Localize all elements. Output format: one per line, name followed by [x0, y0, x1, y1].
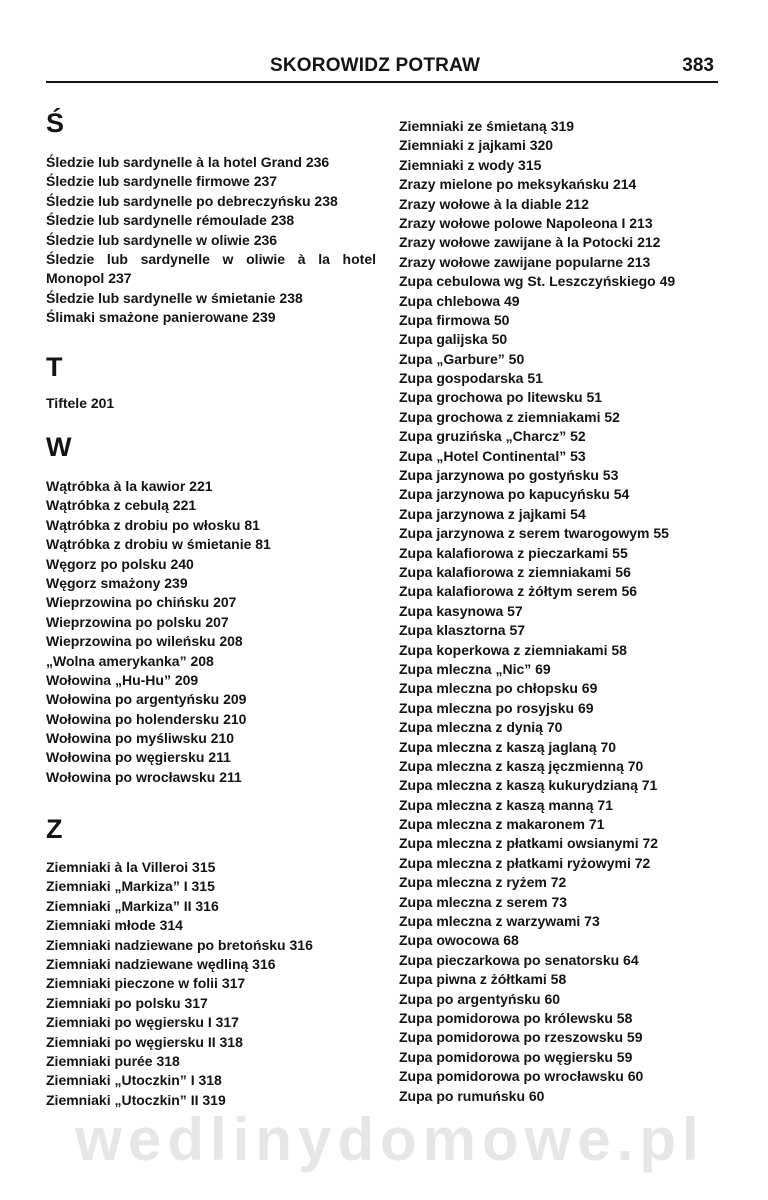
- index-entry: Śledzie lub sardynelle w śmietanie 238: [46, 289, 303, 306]
- index-entry: Zupa chlebowa 49: [399, 292, 520, 309]
- index-entry: Zupa kalafiorowa z ziemniakami 56: [399, 563, 631, 580]
- index-entry: Zupa „Garbure” 50: [399, 350, 525, 367]
- index-entry: Zupa gospodarska 51: [399, 370, 543, 387]
- index-entry: Zupa mleczna z kaszą kukurydzianą 71: [399, 777, 658, 794]
- index-entry: Zupa jarzynowa po gostyńsku 53: [399, 467, 619, 484]
- index-entry: Zupa grochowa z ziemniakami 52: [399, 408, 620, 425]
- index-entry: Zupa klasztorna 57: [399, 622, 526, 639]
- index-entry: Zupa pomidorowa po wrocławsku 60: [399, 1068, 644, 1085]
- index-entry: Śledzie lub sardynelle à la hotel Grand 236: [46, 154, 330, 170]
- index-entry: Zupa pomidorowa po węgiersku 59: [399, 1048, 633, 1065]
- section-list-z-continued: [399, 117, 675, 1106]
- index-entry: Ziemniaki „Markiza” II 316: [46, 897, 219, 914]
- index-entry: Zupa piwna z żółtkami 58: [399, 971, 567, 988]
- index-entry: Ziemniaki po węgiersku II 318: [46, 1033, 243, 1050]
- index-entry: Węgorz smażony 239: [46, 574, 188, 591]
- index-entry: Ziemniaki ze śmietaną 319: [399, 118, 575, 134]
- section-list-t: [46, 394, 114, 413]
- index-entry: Ziemniaki pieczone w folii 317: [46, 975, 246, 992]
- watermark: wedlinydomowe.pl: [75, 1106, 705, 1173]
- index-entry: Zupa jarzynowa z jajkami 54: [399, 505, 586, 522]
- index-entry: Zupa mleczna z płatkami ryżowymi 72: [399, 854, 651, 871]
- page-number: 383: [682, 55, 714, 76]
- section-list-z: [46, 858, 313, 1110]
- index-entry: Zupa „Hotel Continental” 53: [399, 447, 586, 464]
- index-entry: Ziemniaki z jajkami 320: [399, 137, 554, 154]
- index-entry: Wołowina po myśliwsku 210: [46, 730, 235, 747]
- index-entry: Zupa mleczna z dynią 70: [399, 719, 563, 736]
- index-entry: Wątróbka à la kawior 221: [46, 478, 213, 494]
- index-entry: Zrazy wołowe polowe Napoleona I 213: [399, 214, 653, 231]
- index-entry: Wołowina po holendersku 210: [46, 710, 247, 727]
- index-entry: Zupa mleczna po chłopsku 69: [399, 680, 598, 697]
- index-entry: Ziemniaki nadziewane po bretońsku 316: [46, 936, 313, 953]
- index-entry: Zupa firmowa 50: [399, 311, 510, 328]
- index-entry: Zupa mleczna z serem 73: [399, 893, 568, 910]
- index-entry: Wieprzowina po wileńsku 208: [46, 633, 243, 650]
- index-entry: Zupa mleczna z płatkami owsianymi 72: [399, 835, 659, 852]
- index-entry: Zupa kalafiorowa z pieczarkami 55: [399, 544, 628, 561]
- index-entry: Ziemniaki à la Villeroi 315: [46, 859, 216, 875]
- section-letter-w: W: [46, 432, 72, 462]
- index-entry: Wołowina po węgiersku 211: [46, 749, 231, 766]
- section-list-w: [46, 477, 271, 787]
- index-entry: Zupa jarzynowa po kapucyńsku 54: [399, 486, 630, 503]
- index-entry: Wieprzowina po chińsku 207: [46, 594, 237, 611]
- index-entry: Zrazy wołowe zawijane popularne 213: [399, 253, 651, 270]
- index-entry: Zupa po argentyńsku 60: [399, 990, 561, 1007]
- index-entry: Ziemniaki z wody 315: [399, 156, 542, 173]
- index-entry: Tiftele 201: [46, 395, 115, 411]
- index-entry: Zrazy wołowe zawijane à la Potocki 212: [399, 234, 661, 251]
- index-entry: Zupa mleczna „Nic” 69: [399, 660, 551, 677]
- index-entry: Ziemniaki po polsku 317: [46, 994, 208, 1011]
- index-entry: Zupa grochowa po litewsku 51: [399, 389, 603, 406]
- index-entry: Zupa mleczna z kaszą jęczmienną 70: [399, 757, 644, 774]
- index-entry: Zupa pomidorowa po rzeszowsku 59: [399, 1029, 643, 1046]
- index-entry: „Wolna amerykanka” 208: [46, 652, 214, 669]
- index-entry: Wołowina „Hu-Hu” 209: [46, 671, 199, 688]
- index-entry: Zupa galijska 50: [399, 331, 508, 348]
- index-entry: Ziemniaki „Markiza” I 315: [46, 878, 215, 895]
- index-entry: Ziemniaki „Utoczkin” I 318: [46, 1072, 222, 1089]
- index-entry: Śledzie lub sardynelle po debreczyńsku 238: [46, 192, 338, 209]
- index-entry: Wątróbka z drobiu w śmietanie 81: [46, 536, 271, 553]
- index-entry: Zupa owocowa 68: [399, 932, 519, 949]
- index-entry: Śledzie lub sardynelle firmowe 237: [46, 173, 278, 190]
- index-entry: Zupa mleczna z ryżem 72: [399, 874, 567, 891]
- index-entry: Węgorz po polsku 240: [46, 555, 194, 572]
- section-letter-s: Ś: [46, 108, 65, 138]
- index-entry: Śledzie lub sardynelle w oliwie à la hotel Monopol 237: [46, 250, 376, 287]
- index-entry: Zupa pomidorowa po królewsku 58: [399, 1009, 633, 1026]
- section-list-s: [46, 153, 376, 328]
- index-entry: Zupa kasynowa 57: [399, 602, 523, 619]
- index-entry: Zupa mleczna z makaronem 71: [399, 816, 605, 833]
- index-entry: Zupa po rumuńsku 60: [399, 1087, 545, 1104]
- index-entry: Wątróbka z drobiu po włosku 81: [46, 516, 260, 533]
- index-entry: Ślimaki smażone panierowane 239: [46, 309, 276, 326]
- index-entry: Wątróbka z cebulą 221: [46, 497, 197, 514]
- index-entry: Ziemniaki nadziewane wędliną 316: [46, 955, 276, 972]
- index-entry: Zrazy wołowe à la diable 212: [399, 195, 589, 212]
- section-letter-z: Z: [46, 814, 63, 844]
- index-entry: Zupa mleczna z warzywami 73: [399, 913, 600, 930]
- section-letter-t: T: [46, 352, 63, 382]
- index-entry: Ziemniaki „Utoczkin” II 319: [46, 1091, 226, 1108]
- index-entry: Ziemniaki młode 314: [46, 917, 183, 934]
- index-entry: Zupa cebulowa wg St. Leszczyńskiego 49: [399, 273, 676, 290]
- index-entry: Ziemniaki purée 318: [46, 1052, 180, 1069]
- index-entry: Zupa koperkowa z ziemniakami 58: [399, 641, 627, 658]
- index-entry: Wołowina po argentyńsku 209: [46, 691, 247, 708]
- index-entry: Ziemniaki po węgiersku I 317: [46, 1014, 239, 1031]
- index-entry: Zupa jarzynowa z serem twarogowym 55: [399, 525, 669, 542]
- index-entry: Zupa mleczna z kaszą jaglaną 70: [399, 738, 617, 755]
- page-header: [46, 55, 718, 83]
- index-entry: Zupa gruzińska „Charcz” 52: [399, 428, 586, 445]
- index-entry: Zupa mleczna z kaszą manną 71: [399, 796, 613, 813]
- index-entry: Zrazy mielone po meksykańsku 214: [399, 176, 637, 193]
- index-entry: Śledzie lub sardynelle w oliwie 236: [46, 231, 278, 248]
- page-title: SKOROWIDZ POTRAW: [270, 55, 481, 76]
- index-entry: Zupa mleczna po rosyjsku 69: [399, 699, 594, 716]
- index-entry: Śledzie lub sardynelle rémoulade 238: [46, 212, 295, 229]
- index-entry: Zupa kalafiorowa z żółtym serem 56: [399, 583, 638, 600]
- index-entry: Wołowina po wrocławsku 211: [46, 768, 242, 785]
- index-entry: Wieprzowina po polsku 207: [46, 613, 229, 630]
- index-entry: Zupa pieczarkowa po senatorsku 64: [399, 951, 639, 968]
